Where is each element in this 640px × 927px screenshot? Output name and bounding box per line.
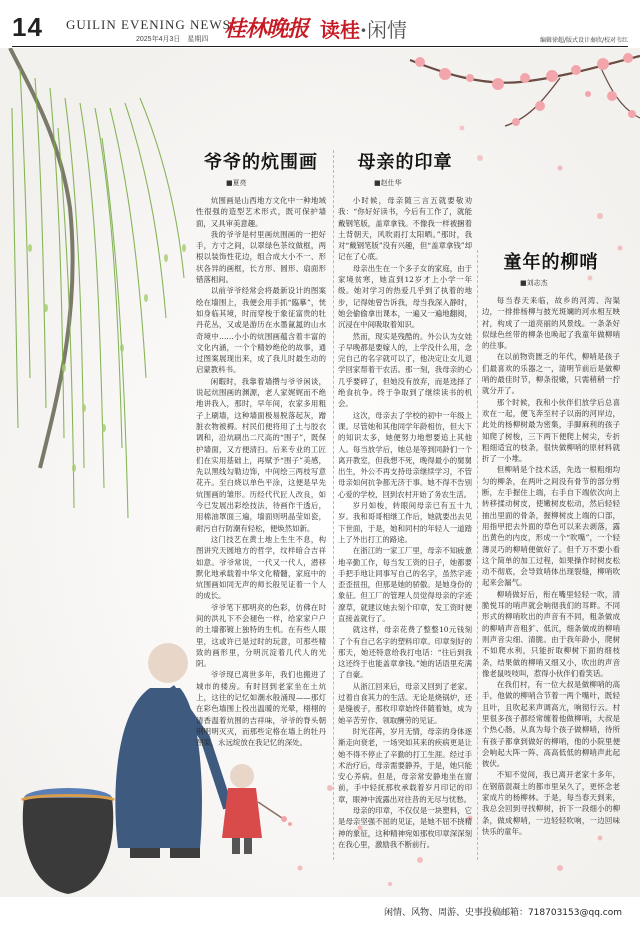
editor-credits: 编辑徐超/版式设计秦欣/校对韦红 bbox=[539, 37, 628, 44]
article-title: 童年的柳哨 bbox=[503, 252, 599, 273]
article-author: ■夏亮 bbox=[226, 179, 247, 187]
section-title-dot: · bbox=[360, 18, 367, 42]
article-paragraph: 岁月如梭，转眼间母亲已有五十九岁。我和哥哥相继工作后，她就要出去见下世面，于是，她和同村的年轻人一道踏上了外出打工的路途。 bbox=[338, 501, 472, 544]
article-paragraph: 时光荏苒，岁月无情，母亲的身体逐渐走向衰老，一场突如其来的疾病更是让她不得不停止了辛勤的打工生涯。经过手术治疗后，母亲需要静养，于是，她只能安心养病。但是，母亲常安静地坐在窗前，手中轻抚那枚承载着岁月印记的印章，眼神中流露出对往昔的无尽与忧愁。 bbox=[338, 726, 472, 804]
masthead bbox=[0, 0, 640, 48]
submission-email: 闲情、风物、周游、史事投稿邮箱：718703153@qq.com bbox=[383, 908, 622, 918]
article-paragraph: 爷爷笔下那明亮的色彩，仿佛在时间的洪礼下不会褪色一样，给家家户户的土墙都镀上独特的生机。在有些人眼里，这或许已是过时的玩意，可那些精致的画形里，分明沉淀着几代人的光阴。 bbox=[196, 602, 326, 669]
article-paragraph: 那个时候，我和小伙伴们放学后总喜欢在一起，便飞奔至村子以南的河岸边，此处的杨柳树最为密集，手脚麻利的孩子知爬了树梭，三下两下便爬上树尖，专折粗细适宜的枝条，很快做柳哨的原材料就折了一小堆。 bbox=[482, 397, 620, 464]
issue-date: 2025年4月3日 星期四 bbox=[136, 36, 209, 43]
article-paragraph: 这门技艺在黄土地上生生不息，构图讲究天圆地方的哲学，纹样暗合吉祥如意。爷爷常说，一代又一代人，潜移默化地承载着中华文化精髓，家庭中的炕围画如同无声的师长般见证着一个人的成长。 bbox=[196, 534, 326, 601]
article-title: 爷爷的炕围画 bbox=[204, 152, 318, 173]
article-paragraph: 爷爷现已离世多年，我们也搬进了城市的楼房。有时回到老家坐在土炕上，这往的记忆如潮水般涌现——那灯在彩色墙围上投出温暖的光晕，栩栩的清香温着炕围的吉祥味，爷爷的脊头朝钢明明灭灭，而那些定格在墙上的牡丹图案，永远绽放在我记忆的深处。 bbox=[196, 670, 326, 748]
article-grandpa-kang-painting bbox=[196, 148, 326, 749]
article-author: ■赵仕华 bbox=[374, 179, 402, 187]
article-paragraph: 这次，母亲去了学校的初中一年级上课。尽管她和其他同学年龄相仿，但大下的知识太多，她便努力地想要追上其他人。每当放学后，她总是等到同龄们一个离开教室，但我想不死，晚得最小的舅舅出生，外公不再支持母亲继续学习，不管母亲如何抗争都无济于事。她不得不告别心爱的学校，回到农村开始了务农生活。 bbox=[338, 410, 472, 499]
page-number: 14 bbox=[12, 12, 43, 42]
article-paragraph: 母亲的印章，不仅仅是一块塑料，它是母亲坚强不屈的见证，是她不屈不挠精神的象征，这种精神宛如那枚印章深深刻在我心里，激励我不断前行。 bbox=[338, 806, 472, 849]
article-paragraph: 就这样，母亲花费了整整10元钱刻了个有自己名字的塑料印章。印章刻好的那天，她还特意给我打电话：“往后到我这还终于也能盖章拿钱。”她的话语里充满了自豪。 bbox=[338, 625, 472, 680]
article-author: ■刘志杰 bbox=[520, 279, 548, 287]
article-paragraph: 小时候，母亲随三言五就要敬劝我：“你好好读书，今后有工作了，就能戴钢笔版，盖章拿钱。不像我一样被捆着土背朝天，风吹雨打太阳晒。”那时，我对“戴钢笔版”没有兴趣，但“盖章拿钱”却记在了心底。 bbox=[338, 196, 472, 262]
section-title-a: 读桂 bbox=[320, 18, 360, 42]
article-paragraph: 柳哨做好后，衔在嘴里轻轻一吹，清脆悦耳的哨声就会响彻我们的耳畔。不同形式的柳哨吹出的声音有不同，粗条做成的柳哨声音粗犷、低沉，细条做成的柳哨则声音尖细、清脆。由于我年龄小，爬树不如爬水利，只能折取柳树下面的细枝条，结果做的柳哨又细又小，吹出的声音像老鼠吱吱叫，惹得小伙伴们看笑话。 bbox=[482, 589, 620, 678]
article-paragraph: 每当春天来临，故乡的河湾、沟渠边，一排排杨柳与披光斑斓的河水相互映衬，构成了一道亮丽的风景线。一条条好似绿色丝带的柳条也唤起了我童年做柳哨的往事。 bbox=[482, 296, 620, 351]
article-childhood-willow-whistle bbox=[482, 248, 620, 837]
article-paragraph: 以前爷爷经常会将最新设计的图案绘在墙围上，我便会用手抓“臨摹”，恍如身临其境，时而穿梭于象征富贵的牡丹花丛，又或是游历在水墨氤氲的山水奇境中……小小的炕围画蕴含着丰富的文化内涵，一个个精妙绝伦的故事，通过图案展现出来，成了我儿时最生动的启蒙教科书。 bbox=[196, 286, 326, 375]
article-paragraph: 在浙江的一家工厂里，母亲不知疲惫地辛勤工作，每当发工资的日子，她都要手把手地让同事写自己的名字，虽然字迹歪歪扭扭，但那是她的骄傲。是她身份的象征。但工厂的管理人员觉得母亲的字迹潦草，就建议她去刻个印章，发工资时便直接盖就行了。 bbox=[338, 546, 472, 623]
column-divider bbox=[333, 150, 334, 860]
article-paragraph: 母亲出生在一个多子女的家庭，由于家境贫寒，她直到12岁才上小学一年级。她对学习的热爱几乎到了执着的地步，记得她曾告诉我，母当我深入静时，她会偷偷拿出课本，一遍又一遍地翻阅，沉浸在中间吸取着知识。 bbox=[338, 263, 472, 330]
article-paragraph: 从浙江回来后，母亲又回到了老家。过着自食其力的生活。无论是烧锅炉，还是缝被子，那枚印章始终伴随着她，成为她辛苦劳作、领取酬劳的见证。 bbox=[338, 681, 472, 725]
footer bbox=[0, 897, 640, 927]
paper-name-en: GUILIN EVENING NEWS bbox=[66, 17, 231, 32]
article-paragraph: 闲暇时，我靠着墙攒与爷爷闲谈，说起炕围画的渊源，老人家娓娓而不绝地讲我入，那时，早年间，农家多用粗子上刷墙，这种墙面极易脱落起灰，蹭脏衣物被褥。村民们便将用了土与胶衣调和，沿炕刷出二尺高的“围子”，既保护墙面，又方便清扫。后来专业的工匠们在实用基础上，再赋予“围子”美感，先以黑线勾勒边饰，中间绘三两枝写意花卉。至白烧以单色平涂，这便是早先炕围画的雏形。历经代代匠人改良，如今已发展出彩绘技法，待画作干透后，用棉油罩面三遍，墙面则明晶莹如瓷，耐污自行防潮有轻松，便焕然如新。 bbox=[196, 376, 326, 533]
article-paragraph: 但柳哨是个技术活，先选一根粗细均匀的柳条，在两叶之间没有骨节的部分剪断，左手握住上端，右手自下端依次向上转移揉动树皮，使嫩树皮松动，然后轻轻抽出里面的骨条，握柳树皮上端的口部，用指甲把去外面的草色可以来去剥落，露出黄色的内皮，形成一个“吹嘴”，一个轻薄灵巧的柳哨便做好了。但千万不要小看这个简单的加工过程，如果操作时树皮松动不彻底，会导致哨体出现裂缝，柳哨吹起来会漏气。 bbox=[482, 465, 620, 588]
section-title-b: 闲情 bbox=[366, 18, 407, 42]
masthead-rule bbox=[12, 46, 628, 47]
article-paragraph: 在我们村，有一位大叔是做柳哨的高手，他做的柳哨合节着一两个嘴叶，既轻且叶，且吹起来声调高亢，响彻行云。村里很多孩子都经常缠着他做柳哨，大叔是个热心肠，从真为每个孩子做柳哨，待所有孩子都拿到做好的柳哨，他的小院里便会响起大阵一阵、高高低低的柳哨声此起彼伏。 bbox=[482, 680, 620, 769]
article-mothers-seal bbox=[338, 148, 472, 850]
article-paragraph: 我的爷爷是村里画炕围画的一把好手，方寸之间，以翠绿色茶纹做框，两根以装饰性花边，组合成大小不一、形状各异的画框，长方形、圆形、扇面形错落相间。 bbox=[196, 229, 326, 285]
paper-logo: 桂林晚报 bbox=[224, 16, 309, 42]
article-paragraph: 然而，现实是残酷的。外公认为女娃子早晚都是要嫁人的，上学没什么用，念完自己的名字就可以了，他决定让女儿退学回家帮着干农活。那一刻，我母亲的心几乎要碎了，但她没有放弃，而是选择了绝食抗争。终于争取到了继续读书的机会。 bbox=[338, 331, 472, 409]
article-title: 母亲的印章 bbox=[357, 152, 453, 173]
section-title bbox=[320, 14, 407, 43]
column-divider bbox=[477, 250, 478, 860]
article-paragraph: 不知不觉间，我已离开老家十多年，在钢筋混凝土的都市里呆久了，更怀念老家成片的杨柳林。于是，每当春天到来，我总会回到寻找柳树，折下一段细小的柳条，做成柳哨，一边轻轻吹响，一边回味快乐的童年。 bbox=[482, 770, 620, 836]
article-paragraph: 在以前物资匮乏的年代，柳哨是孩子们最喜欢的乐器之一，清明节前后是做柳哨的最佳时节，柳条很嫩，只需稍稍一拧就分开了。 bbox=[482, 352, 620, 396]
article-paragraph: 炕围画是山西地方文化中一种地域性很强的造型艺术形式，既可保护墙面，又具审美意趣。 bbox=[196, 196, 326, 228]
